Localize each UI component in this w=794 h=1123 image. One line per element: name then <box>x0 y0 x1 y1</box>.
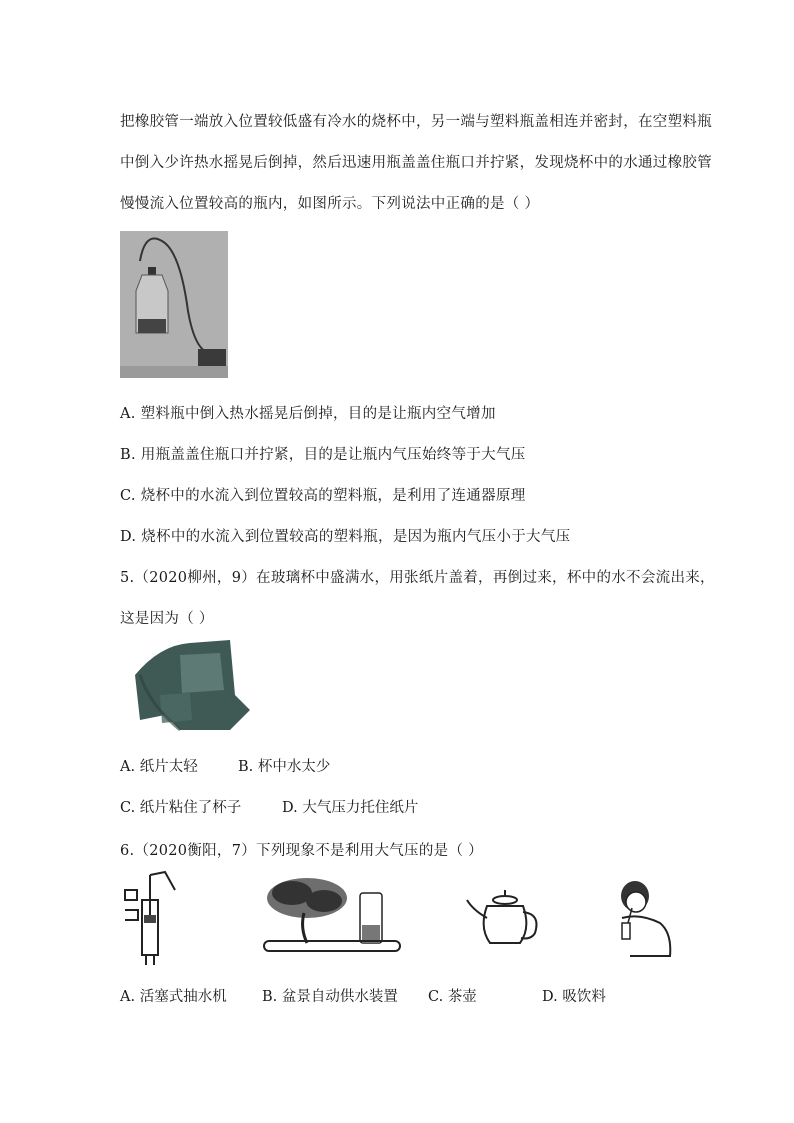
q6-option-c: C. 茶壶 <box>428 989 477 1005</box>
q5-stem-line-1: 5.（2020柳州，9）在玻璃杯中盛满水，用张纸片盖着，再倒过来，杯中的水不会流出来， <box>120 570 715 586</box>
q4-option-a: A. 塑料瓶中倒入热水摇晃后倒掉，目的是让瓶内空气增加 <box>120 406 496 422</box>
bottle-beaker-photo <box>120 231 228 378</box>
q6-option-b: B. 盆景自动供水装置 <box>262 989 398 1005</box>
q5-option-a: A. 纸片太轻 <box>120 759 198 775</box>
teapot-figure <box>465 888 545 948</box>
q5-stem-line-2: 这是因为（ ） <box>120 611 214 627</box>
q4-option-c: C. 烧杯中的水流入到位置较高的塑料瓶，是利用了连通器原理 <box>120 488 526 504</box>
q6-stem: 6.（2020衡阳，7）下列现象不是利用大气压的是（ ） <box>120 843 483 859</box>
piston-pump-figure <box>120 870 180 965</box>
bonsai-water-supply-figure <box>262 873 402 953</box>
q5-option-c: C. 纸片粘住了杯子 <box>120 800 242 816</box>
q4-stem-line-2: 中倒入少许热水摇晃后倒掉，然后迅速用瓶盖盖住瓶口并拧紧，发现烧杯中的水通过橡胶管 <box>120 155 712 171</box>
q4-option-d: D. 烧杯中的水流入到位置较高的塑料瓶，是因为瓶内气压小于大气压 <box>120 529 571 545</box>
inverted-glass-photo <box>120 635 255 735</box>
drinking-straw-figure <box>610 878 676 958</box>
q5-option-d: D. 大气压力托住纸片 <box>282 800 419 816</box>
q4-option-b: B. 用瓶盖盖住瓶口并拧紧，目的是让瓶内气压始终等于大气压 <box>120 447 526 463</box>
q5-option-b: B. 杯中水太少 <box>238 759 331 775</box>
q4-stem-line-3: 慢慢流入位置较高的瓶内，如图所示。下列说法中正确的是（ ） <box>120 196 540 212</box>
q6-option-d: D. 吸饮料 <box>542 989 606 1005</box>
q4-stem-line-1: 把橡胶管一端放入位置较低盛有冷水的烧杯中，另一端与塑料瓶盖相连并密封，在空塑料瓶 <box>120 114 712 130</box>
q6-option-a: A. 活塞式抽水机 <box>120 989 227 1005</box>
